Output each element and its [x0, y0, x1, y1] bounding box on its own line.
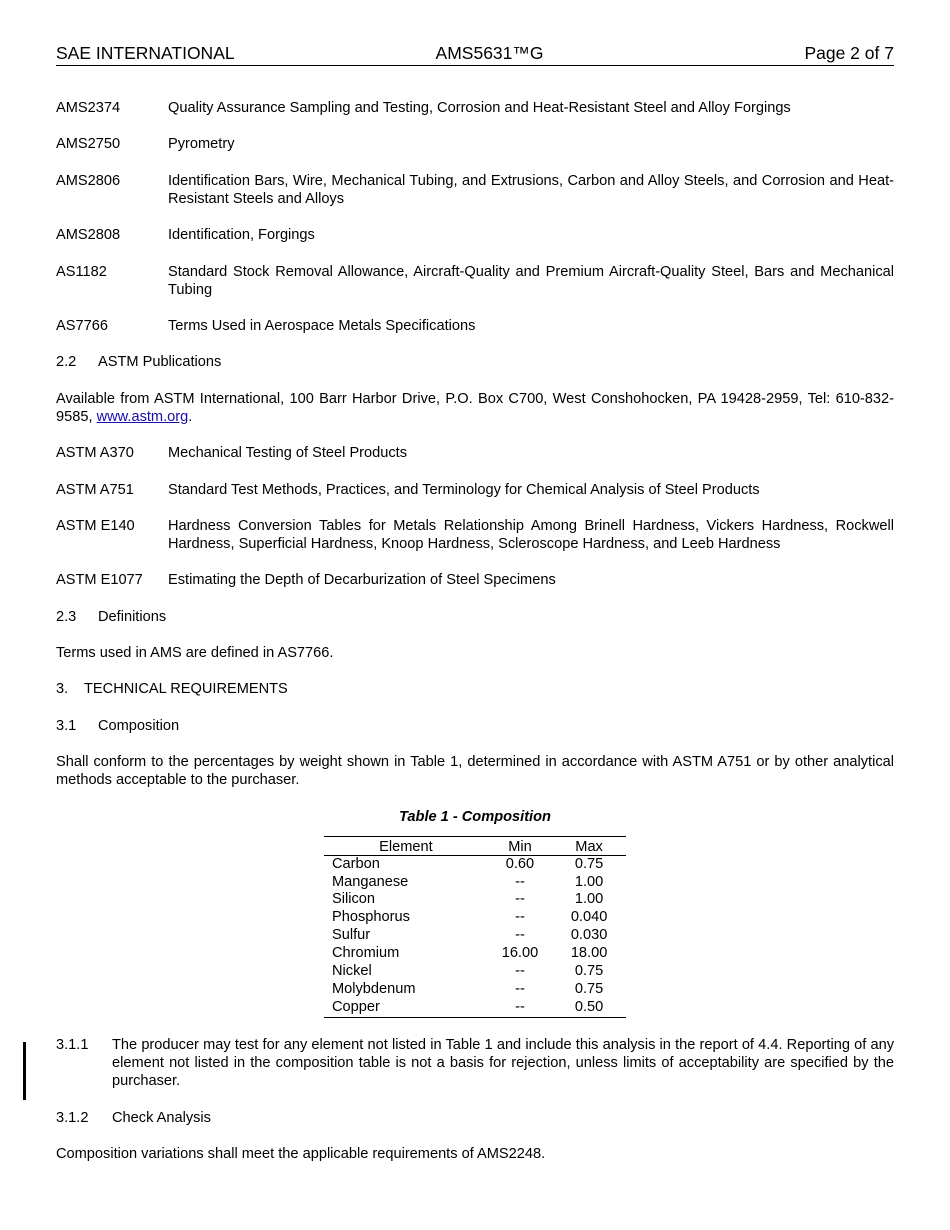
min-cell: --	[515, 963, 525, 980]
composition-table	[324, 836, 626, 1018]
reference-code: AMS2374	[56, 100, 121, 116]
min-cell: --	[515, 909, 525, 926]
reference-title: Identification, Forgings	[168, 227, 315, 244]
section-number: 3.1	[56, 717, 77, 734]
max-cell: 0.75	[574, 963, 604, 980]
max-cell: 0.040	[570, 909, 608, 926]
reference-entry	[56, 99, 894, 117]
max-cell: 18.00	[570, 945, 608, 962]
header-doc-number: AMS5631™G	[435, 43, 544, 63]
reference-entry	[56, 135, 894, 153]
composition-paragraph: Shall conform to the percentages by weight shown in Table 1, determined in accordance with ASTM A751 or by other analytical methods acceptable to the purchaser.	[56, 754, 894, 789]
header-publisher: SAE INTERNATIONAL	[56, 43, 235, 63]
section-title: Definitions	[98, 608, 167, 625]
reference-entry	[56, 172, 894, 208]
reference-code: ASTM A751	[56, 481, 134, 498]
max-cell: 0.030	[570, 927, 608, 944]
section-heading-3-1	[56, 717, 894, 735]
reference-code: AS1182	[56, 263, 107, 280]
reference-title: Identification Bars, Wire, Mechanical Tubing, and Extrusions, Carbon and Alloy Steels, and Corrosion and Heat-Resistant Steels and Alloys	[168, 172, 894, 207]
reference-code: AMS2806	[56, 172, 121, 189]
document-page	[56, 44, 894, 1181]
table-caption: Table 1 - Composition	[399, 808, 551, 825]
element-cell: Sulfur	[332, 927, 371, 944]
reference-code: AS7766	[56, 317, 108, 334]
subsection-number: 3.1.1	[56, 1037, 89, 1054]
sentence-end: .	[188, 408, 193, 425]
reference-code: ASTM E1077	[56, 572, 143, 589]
element-cell: Silicon	[332, 891, 375, 908]
table-row	[324, 891, 626, 909]
reference-title: Standard Stock Removal Allowance, Aircraft-Quality and Premium Aircraft-Quality Steel, Bars and Mechanical Tubing	[168, 263, 894, 298]
ams-references	[56, 99, 894, 335]
reference-entry	[56, 263, 894, 299]
reference-title: Quality Assurance Sampling and Testing, Corrosion and Heat-Resistant Steel and Alloy Forgings	[168, 100, 791, 116]
definitions-paragraph: Terms used in AMS are defined in AS7766.	[56, 645, 334, 662]
section-number: 3.	[56, 681, 69, 698]
min-cell: --	[515, 980, 525, 997]
reference-title: Estimating the Depth of Decarburization of Steel Specimens	[168, 572, 556, 589]
element-cell: Molybdenum	[332, 980, 416, 997]
subsection-3-1-1	[56, 1036, 894, 1090]
subsection-text: The producer may test for any element not listed in Table 1 and include this analysis in the report of 4.4. Reporting of any element not listed in the composition table is not a basis for rejection, unless limits of acceptability are specified by the purchaser.	[112, 1037, 894, 1090]
subsection-title: Check Analysis	[112, 1109, 211, 1126]
header-page-number: Page 2 of 7	[804, 43, 894, 63]
section-heading-2-2	[56, 353, 894, 371]
check-analysis-paragraph: Composition variations shall meet the applicable requirements of AMS2248.	[56, 1145, 546, 1162]
table-row	[324, 927, 626, 945]
reference-code: AMS2750	[56, 136, 121, 153]
table-header-row	[324, 836, 626, 855]
max-cell: 1.00	[574, 891, 604, 908]
astm-website-link[interactable]: www.astm.org	[96, 408, 189, 425]
element-cell: Phosphorus	[332, 909, 410, 926]
subsection-3-1-2	[56, 1109, 894, 1127]
table-row	[324, 945, 626, 963]
min-cell: 0.60	[505, 855, 535, 872]
section-heading-2-3	[56, 608, 894, 626]
reference-code: ASTM E140	[56, 517, 135, 534]
min-cell: --	[515, 891, 525, 908]
reference-title: Pyrometry	[168, 136, 235, 153]
reference-code: ASTM A370	[56, 445, 134, 462]
reference-entry	[56, 571, 894, 589]
reference-code: AMS2808	[56, 227, 121, 244]
section-number: 2.3	[56, 608, 77, 625]
reference-title: Mechanical Testing of Steel Products	[168, 445, 408, 462]
reference-entry	[56, 444, 894, 462]
min-cell: 16.00	[501, 945, 539, 962]
astm-availability-paragraph	[56, 390, 894, 426]
section-number: 2.2	[56, 354, 77, 371]
column-header-min: Min	[488, 836, 552, 855]
section-heading-3	[56, 680, 894, 698]
table-row	[324, 999, 626, 1017]
table-row	[324, 963, 626, 981]
subsection-number: 3.1.2	[56, 1109, 89, 1126]
min-cell: --	[515, 873, 525, 890]
table-row	[324, 981, 626, 999]
element-cell: Chromium	[332, 945, 400, 962]
table-row	[324, 855, 626, 873]
table-row	[324, 874, 626, 892]
reference-entry	[56, 226, 894, 244]
element-cell: Nickel	[332, 963, 372, 980]
max-cell: 1.00	[574, 873, 604, 890]
reference-title: Standard Test Methods, Practices, and Terminology for Chemical Analysis of Steel Products	[168, 481, 760, 498]
reference-entry	[56, 481, 894, 499]
reference-entry	[56, 517, 894, 553]
element-cell: Manganese	[332, 873, 409, 890]
astm-availability-text: Available from ASTM International, 100 Barr Harbor Drive, P.O. Box C700, West Conshohocken, PA 19428-2959, Tel: 610-832-9585,	[56, 390, 894, 425]
reference-entry	[56, 317, 894, 335]
revision-change-bar	[23, 1042, 26, 1100]
column-header-max: Max	[552, 836, 626, 855]
min-cell: --	[515, 927, 525, 944]
reference-title: Terms Used in Aerospace Metals Specifications	[168, 317, 476, 334]
element-cell: Carbon	[332, 855, 380, 872]
section-title: ASTM Publications	[98, 354, 222, 371]
min-cell: --	[515, 998, 525, 1015]
page-header	[56, 44, 894, 66]
section-title: Composition	[98, 717, 180, 734]
max-cell: 0.75	[574, 980, 604, 997]
max-cell: 0.50	[574, 998, 604, 1015]
reference-title: Hardness Conversion Tables for Metals Relationship Among Brinell Hardness, Vickers Hardness, Rockwell Hardness, Superficial Hardness, Knoop Hardness, Scleroscope Hardness, and Leeb Hardness	[168, 517, 894, 552]
max-cell: 0.75	[574, 855, 604, 872]
astm-references	[56, 444, 894, 589]
element-cell: Copper	[332, 998, 380, 1015]
section-title: TECHNICAL REQUIREMENTS	[84, 681, 288, 698]
table-row	[324, 909, 626, 927]
column-header-element: Element	[324, 836, 488, 855]
